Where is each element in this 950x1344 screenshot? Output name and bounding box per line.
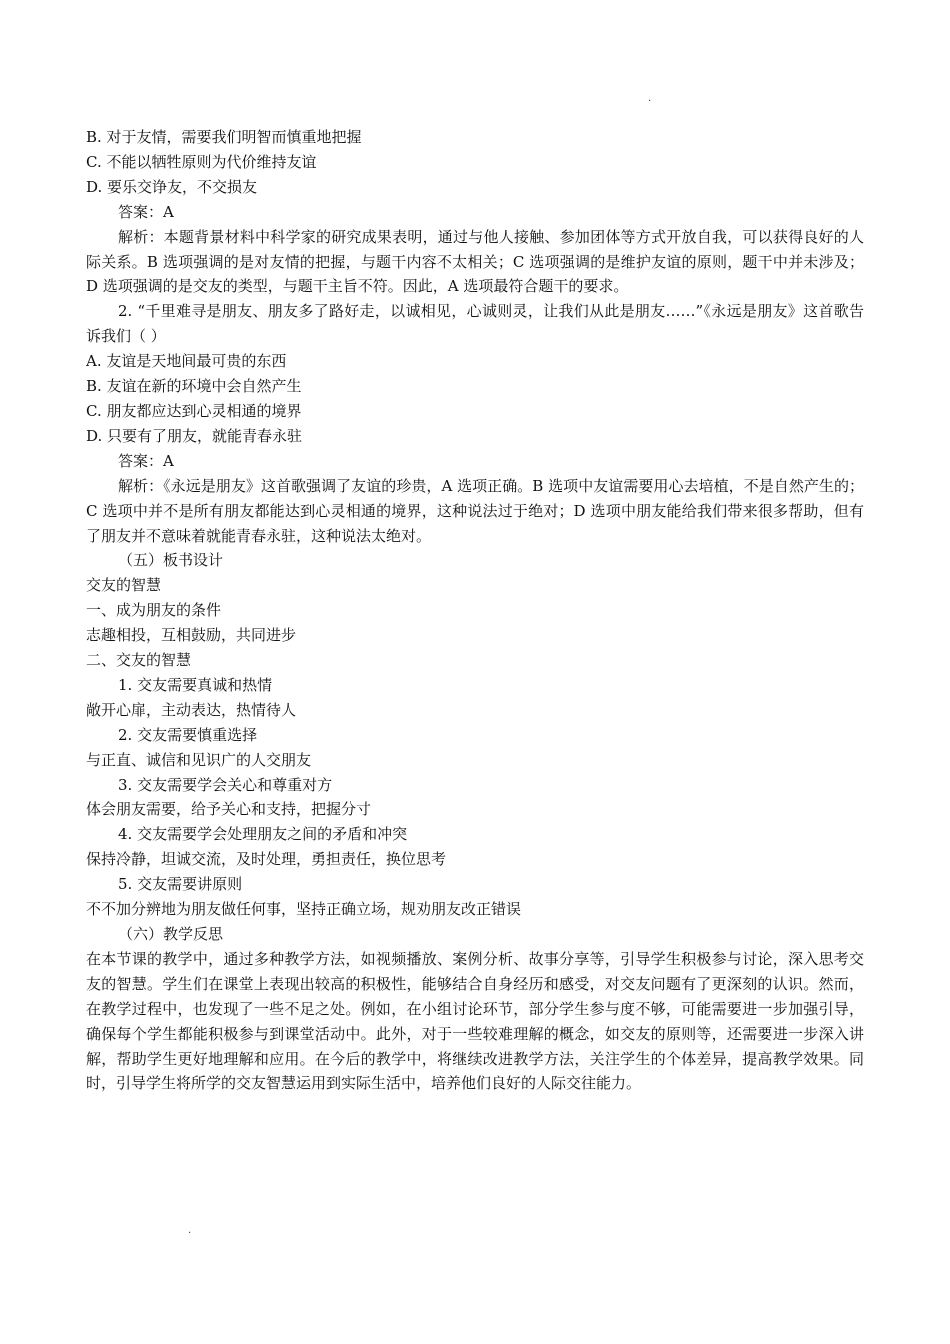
board-item-1-text: 敞开心扉，主动表达，热情待人 xyxy=(86,700,297,719)
q1-option-b: B. 对于友情，需要我们明智而慎重地把握 xyxy=(86,128,362,146)
board-heading: （五）板书设计 xyxy=(118,551,224,570)
board-item-2-title: 2. 交友需要慎重选择 xyxy=(118,725,258,744)
board-section-1-text: 志趣相投，互相鼓励，共同进步 xyxy=(86,626,297,645)
q1-analysis: 解析：本题背景材料中科学家的研究成果表明，通过与他人接触、参加团体等方式开放自我，可以获得良好的人际关系。B 选项强调的是对友情的把握，与题干内容不太相关；C 选项强调的是维护友谊的原则，题干中并未涉及；D 选项强调的是交友的类型，与题干主旨不符。因此，A 选项最符合题干的要求。 xyxy=(86,227,864,296)
q2-answer: 答案：A xyxy=(118,451,174,470)
q2-stem: 2. “千里难寻是朋友、朋友多了路好走，以诚相见，心诚则灵，让我们从此是朋友……”《永远是朋友》这首歌告诉我们（ ） xyxy=(86,302,864,346)
board-item-2-text: 与正直、诚信和见识广的人交朋友 xyxy=(86,750,312,769)
q2-option-a: A. 友谊是天地间最可贵的东西 xyxy=(86,352,287,371)
q2-option-c: C. 朋友都应达到心灵相通的境界 xyxy=(86,401,302,420)
board-item-4-text: 保持冷静，坦诚交流，及时处理，勇担责任，换位思考 xyxy=(86,850,447,869)
page-mark-top: . xyxy=(648,93,652,104)
q1-option-c: C. 不能以牺牲原则为代价维持友谊 xyxy=(86,152,317,171)
board-item-3-text: 体会朋友需要，给予关心和支持，把握分寸 xyxy=(86,800,372,819)
q2-option-d: D. 只要有了朋友，就能青春永驻 xyxy=(86,426,303,445)
q2-option-b: B. 友谊在新的环境中会自然产生 xyxy=(86,377,302,396)
board-item-4-title: 4. 交友需要学会处理朋友之间的矛盾和冲突 xyxy=(118,825,408,844)
q2-analysis: 解析：《永远是朋友》这首歌强调了友谊的珍贵，A 选项正确。B 选项中友谊需要用心去培植，不是自然产生的；C 选项中并不是所有朋友都能达到心灵相通的境界，这种说法过于绝对；D 选项中朋友能给我们带来很多帮助，但有了朋友并不意味着就能青春永驻，这种说法太绝对。 xyxy=(86,476,864,545)
document-body xyxy=(86,125,864,1096)
board-section-2-title: 二、交友的智慧 xyxy=(86,651,192,670)
board-item-5-text: 不不加分辨地为朋友做任何事，坚持正确立场，规劝朋友改正错误 xyxy=(86,900,522,919)
q1-option-d: D. 要乐交诤友，不交损友 xyxy=(86,177,258,196)
page-mark-bottom: . xyxy=(188,1225,192,1236)
board-section-1-title: 一、成为朋友的条件 xyxy=(86,601,222,620)
board-item-5-title: 5. 交友需要讲原则 xyxy=(118,875,243,894)
board-title: 交友的智慧 xyxy=(86,576,162,595)
q1-answer: 答案：A xyxy=(118,202,174,221)
reflection-text: 在本节课的教学中，通过多种教学方法，如视频播放、案例分析、故事分享等，引导学生积极参与讨论，深入思考交友的智慧。学生们在课堂上表现出较高的积极性，能够结合自身经历和感受，对交友问题有了更深刻的认识。然而，在教学过程中，也发现了一些不足之处。例如，在小组讨论环节，部分学生参与度不够，可能需要进一步加强引导，确保每个学生都能积极参与到课堂活动中。此外，对于一些较难理解的概念，如交友的原则等，还需要进一步深入讲解，帮助学生更好地理解和应用。在今后的教学中，将继续改进教学方法，关注学生的个体差异，提高教学效果。同时，引导学生将所学的交友智慧运用到实际生活中，培养他们良好的人际交往能力。 xyxy=(86,949,864,1093)
reflection-heading: （六）教学反思 xyxy=(118,925,224,943)
board-item-3-title: 3. 交友需要学会关心和尊重对方 xyxy=(118,775,333,794)
board-item-1-title: 1. 交友需要真诚和热情 xyxy=(118,675,273,694)
